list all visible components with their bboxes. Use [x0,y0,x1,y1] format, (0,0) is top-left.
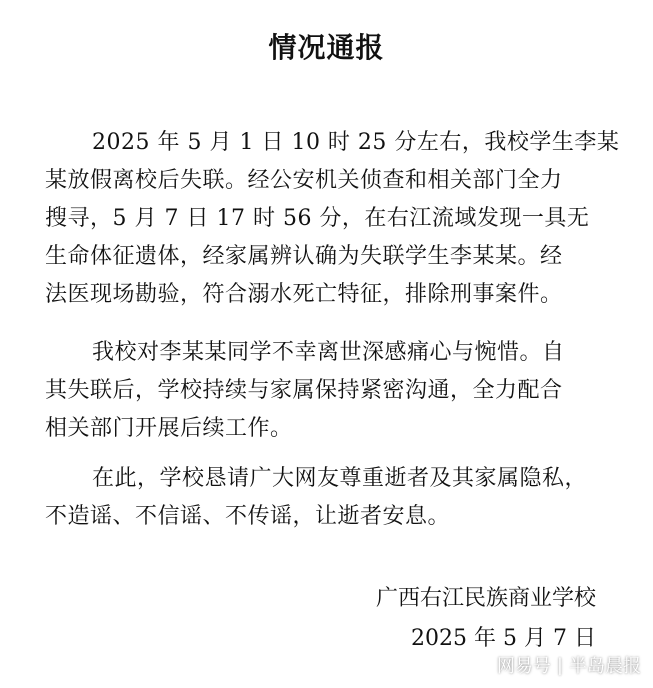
watermark-source: 半岛晨报 [569,656,641,677]
watermark-separator: | [556,654,563,676]
body-line: 2025 年 5 月 1 日 10 时 25 分左右，我校学生李某 [92,130,620,155]
body-line: 在此，学校恳请广大网友尊重逝者及其家属隐私， [92,466,588,491]
signature-org: 广西右江民族商业学校 [375,586,596,611]
document-title: 情况通报 [268,31,385,64]
body-line: 某放假离校后失联。经公安机关侦查和相关部门全力 [45,168,563,193]
signature-date: 2025 年 5 月 7 日 [411,626,596,651]
body-line: 我校对李某某同学不幸离世深感痛心与惋惜。自 [92,340,565,365]
watermark [497,652,641,678]
body-line: 搜寻，5 月 7 日 17 时 56 分，在右江流域发现一具无 [45,206,590,231]
body-line: 其失联后，学校持续与家属保持紧密沟通，全力配合 [45,378,563,403]
body-line: 法医现场勘验，符合溺水死亡特征，排除刑事案件。 [45,282,563,307]
body-line: 生命体征遗体，经家属辨认确为失联学生李某某。经 [45,244,563,269]
watermark-brand [497,652,551,678]
watermark-brand-text: 网易号 [496,656,551,677]
body-line: 相关部门开展后续工作。 [45,416,293,441]
body-line: 不造谣、不信谣、不传谣，让逝者安息。 [45,504,451,529]
